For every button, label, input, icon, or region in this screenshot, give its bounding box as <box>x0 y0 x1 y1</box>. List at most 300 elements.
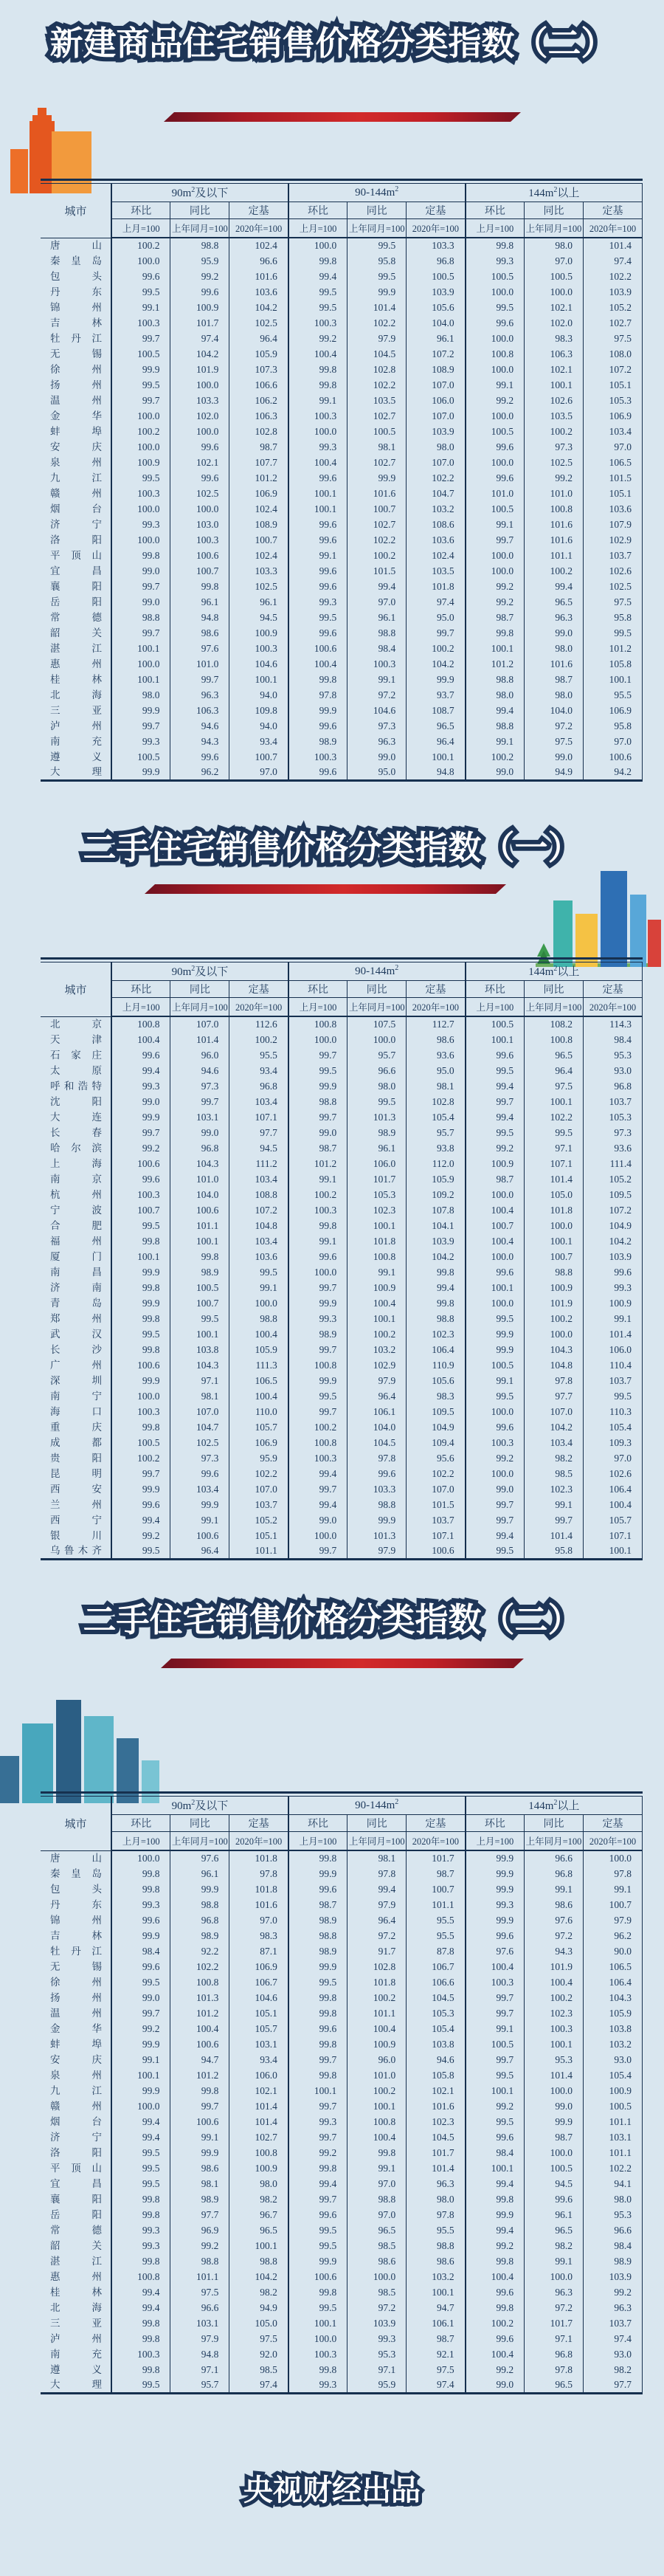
colorful-buildings-icon <box>536 862 661 967</box>
index-value-cell: 106.0 <box>584 1342 643 1357</box>
city-cell <box>41 1497 111 1512</box>
table-row <box>41 2005 643 2021</box>
index-value-cell: 103.9 <box>584 2269 643 2284</box>
city-name: 平顶山 <box>50 550 102 562</box>
index-value-cell: 100.2 <box>347 1326 407 1342</box>
index-value-cell: 94.3 <box>170 734 229 749</box>
index-value-cell: 99.2 <box>466 579 525 594</box>
city-cell <box>41 2284 111 2300</box>
index-value-cell: 102.7 <box>229 2129 288 2145</box>
index-value-cell: 99.7 <box>466 532 525 548</box>
index-value-cell: 99.0 <box>466 765 525 780</box>
index-value-cell: 105.8 <box>584 656 643 672</box>
table-row <box>41 1187 643 1202</box>
index-value-cell: 100.2 <box>288 1187 347 1202</box>
index-value-cell: 100.3 <box>111 315 170 331</box>
index-value-cell: 99.9 <box>170 1497 229 1512</box>
index-value-cell: 105.8 <box>407 2067 466 2083</box>
index-value-cell: 97.0 <box>347 2176 407 2191</box>
title2-underline <box>145 884 506 894</box>
base-header: 2020年=100 <box>229 997 288 1016</box>
index-value-cell: 100.0 <box>111 1388 170 1404</box>
index-value-cell: 102.1 <box>525 362 584 377</box>
index-value-cell: 95.9 <box>229 1450 288 1466</box>
index-value-cell: 101.1 <box>525 548 584 563</box>
index-value-cell: 99.9 <box>111 703 170 718</box>
index-value-cell: 94.5 <box>525 2176 584 2191</box>
index-value-cell: 106.9 <box>229 486 288 501</box>
index-value-cell: 102.8 <box>347 362 407 377</box>
index-value-cell: 100.1 <box>347 2098 407 2114</box>
city-name: 石家庄 <box>50 1050 102 1061</box>
city-cell <box>41 2269 111 2284</box>
metric-header: 环比 <box>288 980 347 997</box>
city-name: 大理 <box>50 2379 102 2391</box>
index-value-cell: 99.8 <box>111 2191 170 2207</box>
table-row <box>41 2346 643 2362</box>
index-value-cell: 100.2 <box>525 1311 584 1326</box>
index-value-cell: 97.9 <box>347 331 407 346</box>
table-row <box>41 1078 643 1094</box>
city-name: 赣州 <box>50 2101 102 2112</box>
index-value-cell: 99.5 <box>584 625 643 641</box>
index-value-cell: 106.9 <box>229 1435 288 1450</box>
city-name: 济宁 <box>50 2132 102 2143</box>
index-value-cell: 94.5 <box>229 610 288 625</box>
city-name: 宜昌 <box>50 2178 102 2190</box>
city-cell <box>41 455 111 470</box>
index-value-cell: 104.7 <box>407 486 466 501</box>
index-value-cell: 103.3 <box>170 393 229 408</box>
index-value-cell: 99.3 <box>288 1311 347 1326</box>
index-value-cell: 98.8 <box>407 2238 466 2253</box>
base-header: 上月=100 <box>466 997 525 1016</box>
index-value-cell: 100.0 <box>525 1218 584 1233</box>
index-value-cell: 99.5 <box>111 377 170 393</box>
metric-header: 定基 <box>584 1814 643 1831</box>
index-value-cell: 94.6 <box>407 2052 466 2067</box>
index-value-cell: 90.0 <box>584 1943 643 1959</box>
index-value-cell: 100.0 <box>111 439 170 455</box>
index-value-cell: 100.1 <box>288 486 347 501</box>
base-header: 上年同月=100 <box>347 1831 407 1850</box>
index-value-cell: 100.0 <box>466 563 525 579</box>
table-row <box>41 687 643 703</box>
index-value-cell: 102.3 <box>525 1481 584 1497</box>
index-value-cell: 104.0 <box>347 1419 407 1435</box>
city-name: 秦皇岛 <box>50 255 102 267</box>
index-value-cell: 97.5 <box>525 734 584 749</box>
index-value-cell: 99.1 <box>584 1881 643 1897</box>
index-value-cell: 96.4 <box>229 331 288 346</box>
footer-credit: 央视财经出品 <box>243 2473 421 2507</box>
table-row <box>41 1342 643 1357</box>
base-header: 上月=100 <box>466 1831 525 1850</box>
table-row <box>41 2021 643 2036</box>
city-cell <box>41 594 111 610</box>
city-name: 重庆 <box>50 1422 102 1433</box>
index-value-cell: 100.4 <box>288 656 347 672</box>
index-value-cell: 99.5 <box>111 2145 170 2160</box>
city-name: 南京 <box>50 1174 102 1185</box>
header-metric-row <box>41 980 643 997</box>
index-value-cell: 98.0 <box>584 2191 643 2207</box>
table-row <box>41 331 643 346</box>
index-value-cell: 99.9 <box>288 1866 347 1881</box>
index-value-cell: 104.0 <box>407 315 466 331</box>
city-name: 吉林 <box>50 1930 102 1942</box>
index-value-cell: 99.8 <box>288 2005 347 2021</box>
index-value-cell: 106.9 <box>229 1959 288 1974</box>
base-header: 上年同月=100 <box>525 1831 584 1850</box>
index-value-cell: 99.7 <box>170 2098 229 2114</box>
table-row <box>41 641 643 656</box>
index-value-cell: 99.2 <box>466 594 525 610</box>
city-name: 平顶山 <box>50 2163 102 2174</box>
index-value-cell: 100.0 <box>466 455 525 470</box>
index-value-cell: 99.7 <box>466 2005 525 2021</box>
index-value-cell: 97.9 <box>347 1897 407 1912</box>
index-value-cell: 107.5 <box>347 1016 407 1032</box>
index-value-cell: 101.6 <box>525 517 584 532</box>
index-value-cell: 106.6 <box>407 1974 466 1990</box>
index-value-cell: 98.6 <box>170 625 229 641</box>
index-value-cell: 96.3 <box>525 610 584 625</box>
index-value-cell: 102.2 <box>170 1959 229 1974</box>
index-value-cell: 98.8 <box>170 2253 229 2269</box>
index-value-cell: 100.0 <box>111 253 170 269</box>
table-row <box>41 1047 643 1063</box>
index-value-cell: 106.1 <box>407 2315 466 2331</box>
index-value-cell: 100.4 <box>170 2021 229 2036</box>
table-row <box>41 1233 643 1249</box>
index-value-cell: 101.1 <box>407 1897 466 1912</box>
city-name: 洛阳 <box>50 534 102 546</box>
index-value-cell: 100.4 <box>525 1974 584 1990</box>
city-cell <box>41 1063 111 1078</box>
index-value-cell: 98.7 <box>407 2331 466 2346</box>
index-value-cell: 100.9 <box>584 2083 643 2098</box>
city-name: 扬州 <box>50 379 102 391</box>
index-value-cell: 92.2 <box>170 1943 229 1959</box>
table-row <box>41 718 643 734</box>
base-header: 2020年=100 <box>229 218 288 238</box>
index-value-cell: 99.6 <box>466 315 525 331</box>
index-value-cell: 101.7 <box>407 1850 466 1866</box>
index-value-cell: 96.2 <box>170 765 229 780</box>
index-value-cell: 103.3 <box>347 1481 407 1497</box>
metric-header: 定基 <box>229 202 288 218</box>
index-value-cell: 98.1 <box>347 1850 407 1866</box>
index-value-cell: 99.5 <box>288 610 347 625</box>
index-value-cell: 100.1 <box>584 672 643 687</box>
index-value-cell: 99.6 <box>288 579 347 594</box>
city-name: 贵阳 <box>50 1453 102 1464</box>
city-cell <box>41 1404 111 1419</box>
index-value-cell: 107.0 <box>170 1016 229 1032</box>
index-value-cell: 101.8 <box>347 1233 407 1249</box>
index-value-cell: 101.6 <box>407 2098 466 2114</box>
city-cell <box>41 625 111 641</box>
base-header: 2020年=100 <box>229 1831 288 1850</box>
metric-header: 同比 <box>525 1814 584 1831</box>
index-value-cell: 99.4 <box>407 1280 466 1295</box>
index-value-cell: 99.7 <box>111 331 170 346</box>
index-value-cell: 99.8 <box>288 362 347 377</box>
city-cell <box>41 1311 111 1326</box>
index-value-cell: 99.4 <box>111 2284 170 2300</box>
index-value-cell: 107.9 <box>584 517 643 532</box>
index-value-cell: 99.9 <box>111 1928 170 1943</box>
index-value-cell: 99.9 <box>466 1342 525 1357</box>
index-value-cell: 99.2 <box>288 2145 347 2160</box>
index-value-cell: 100.9 <box>584 1295 643 1311</box>
index-value-cell: 105.9 <box>407 1171 466 1187</box>
index-value-cell: 94.6 <box>170 718 229 734</box>
city-cell <box>41 2083 111 2098</box>
index-value-cell: 97.8 <box>229 1866 288 1881</box>
city-cell <box>41 2176 111 2191</box>
index-value-cell: 96.0 <box>170 1047 229 1063</box>
table-row <box>41 2331 643 2346</box>
index-value-cell: 102.7 <box>347 408 407 424</box>
index-value-cell: 95.7 <box>407 1125 466 1140</box>
table-row <box>41 2176 643 2191</box>
city-name: 北海 <box>50 2302 102 2314</box>
index-value-cell: 99.5 <box>466 1388 525 1404</box>
index-value-cell: 107.2 <box>584 1202 643 1218</box>
index-value-cell: 94.1 <box>584 2176 643 2191</box>
index-value-cell: 102.2 <box>347 377 407 393</box>
index-value-cell: 107.1 <box>407 1528 466 1543</box>
index-value-cell: 97.6 <box>466 1943 525 1959</box>
city-name: 南充 <box>50 736 102 748</box>
city-column-header: 城市 <box>41 183 111 238</box>
index-value-cell: 100.3 <box>111 1404 170 1419</box>
index-value-cell: 97.8 <box>407 2207 466 2222</box>
index-value-cell: 99.8 <box>111 2253 170 2269</box>
table-row <box>41 315 643 331</box>
section1-title: 新建商品住宅销售价格分类指数（二） <box>49 24 615 63</box>
index-value-cell: 100.1 <box>525 2036 584 2052</box>
city-cell <box>41 1943 111 1959</box>
index-value-cell: 106.3 <box>229 408 288 424</box>
city-name: 桂林 <box>50 674 102 686</box>
header-group-row <box>41 962 643 980</box>
index-value-cell: 107.1 <box>525 1156 584 1171</box>
city-cell <box>41 2253 111 2269</box>
index-value-cell: 106.5 <box>584 455 643 470</box>
index-value-cell: 97.0 <box>347 594 407 610</box>
index-value-cell: 100.1 <box>170 1233 229 1249</box>
index-value-cell: 95.3 <box>584 2207 643 2222</box>
header-base-row <box>41 997 643 1016</box>
index-value-cell: 95.9 <box>347 2377 407 2393</box>
index-value-cell: 100.2 <box>347 2083 407 2098</box>
index-value-cell: 97.0 <box>584 439 643 455</box>
index-value-cell: 99.2 <box>466 1450 525 1466</box>
index-value-cell: 99.2 <box>466 2098 525 2114</box>
index-value-cell: 99.7 <box>288 1109 347 1125</box>
city-name: 三亚 <box>50 705 102 717</box>
city-name: 银川 <box>50 1530 102 1542</box>
index-value-cell: 100.2 <box>229 1032 288 1047</box>
index-value-cell: 100.5 <box>466 1016 525 1032</box>
table-row <box>41 408 643 424</box>
index-value-cell: 96.1 <box>407 331 466 346</box>
index-value-cell: 105.1 <box>584 377 643 393</box>
index-value-cell: 106.7 <box>407 1959 466 1974</box>
index-value-cell: 100.6 <box>170 2036 229 2052</box>
index-value-cell: 100.5 <box>111 1435 170 1450</box>
index-value-cell: 104.3 <box>525 1342 584 1357</box>
city-cell <box>41 1295 111 1311</box>
city-cell <box>41 687 111 703</box>
index-value-cell: 93.6 <box>407 1047 466 1063</box>
index-value-cell: 99.5 <box>111 1218 170 1233</box>
index-value-cell: 99.6 <box>466 1928 525 1943</box>
city-cell <box>41 610 111 625</box>
index-value-cell: 103.9 <box>584 284 643 300</box>
index-value-cell: 96.5 <box>525 1047 584 1063</box>
index-value-cell: 101.6 <box>525 656 584 672</box>
index-value-cell: 98.5 <box>229 2362 288 2377</box>
size-group-header: $144m^2$以上 <box>466 183 643 202</box>
city-cell <box>41 2129 111 2145</box>
city-cell <box>41 238 111 253</box>
size-group-header: $90m^2$及以下 <box>111 183 288 202</box>
city-name: 长春 <box>50 1127 102 1139</box>
index-value-cell: 106.0 <box>347 1156 407 1171</box>
index-value-cell: 100.1 <box>288 2083 347 2098</box>
index-value-cell: 99.5 <box>347 269 407 284</box>
index-value-cell: 99.5 <box>288 1388 347 1404</box>
index-value-cell: 100.5 <box>466 501 525 517</box>
city-cell <box>41 1233 111 1249</box>
index-value-cell: 95.0 <box>407 610 466 625</box>
index-value-cell: 99.7 <box>525 1512 584 1528</box>
index-value-cell: 102.7 <box>347 455 407 470</box>
size-group-header: $90-144m^2$ <box>288 962 466 980</box>
index-value-cell: 99.4 <box>111 2129 170 2145</box>
index-value-cell: 99.9 <box>288 703 347 718</box>
city-cell <box>41 1032 111 1047</box>
city-cell <box>41 1435 111 1450</box>
index-value-cell: 105.9 <box>584 2005 643 2021</box>
index-value-cell: 100.3 <box>288 2346 347 2362</box>
index-value-cell: 98.8 <box>170 238 229 253</box>
metric-header: 定基 <box>407 202 466 218</box>
table-row <box>41 1866 643 1881</box>
index-value-cell: 103.5 <box>525 408 584 424</box>
city-cell <box>41 2362 111 2377</box>
index-value-cell: 99.8 <box>111 1233 170 1249</box>
index-value-cell: 107.1 <box>229 1109 288 1125</box>
metric-header: 环比 <box>111 1814 170 1831</box>
city-cell <box>41 2315 111 2331</box>
city-cell <box>41 1990 111 2005</box>
header-base-row <box>41 1831 643 1850</box>
header-group-row <box>41 1796 643 1814</box>
index-value-cell: 99.4 <box>466 2222 525 2238</box>
index-value-cell: 107.7 <box>229 455 288 470</box>
index-value-cell: 99.9 <box>111 1109 170 1125</box>
index-value-cell: 95.7 <box>347 1047 407 1063</box>
index-value-cell: 100.0 <box>170 377 229 393</box>
index-value-cell: 99.6 <box>111 1171 170 1187</box>
index-value-cell: 99.9 <box>288 1078 347 1094</box>
index-value-cell: 98.8 <box>229 1311 288 1326</box>
index-value-cell: 96.1 <box>170 594 229 610</box>
city-name: 锦州 <box>50 1915 102 1926</box>
index-value-cell: 100.0 <box>525 2269 584 2284</box>
index-value-cell: 101.2 <box>170 2005 229 2021</box>
index-value-cell: 99.4 <box>111 1063 170 1078</box>
index-value-cell: 107.0 <box>525 1404 584 1419</box>
city-name: 桂林 <box>50 2287 102 2298</box>
teal-buildings-icon <box>0 1683 173 1803</box>
index-value-cell: 105.3 <box>584 1109 643 1125</box>
index-value-cell: 95.6 <box>407 1450 466 1466</box>
index-value-cell: 100.2 <box>466 2315 525 2331</box>
city-cell <box>41 1866 111 1881</box>
table-row <box>41 2300 643 2315</box>
index-value-cell: 99.3 <box>111 1897 170 1912</box>
index-value-cell: 97.8 <box>288 687 347 703</box>
index-value-cell: 96.5 <box>525 594 584 610</box>
index-value-cell: 101.2 <box>584 641 643 656</box>
index-value-cell: 100.2 <box>347 1990 407 2005</box>
index-value-cell: 96.1 <box>229 594 288 610</box>
index-value-cell: 98.7 <box>229 439 288 455</box>
city-cell <box>41 1218 111 1233</box>
index-value-cell: 94.6 <box>170 1063 229 1078</box>
index-value-cell: 100.0 <box>525 1326 584 1342</box>
index-value-cell: 99.6 <box>288 470 347 486</box>
index-value-cell: 99.6 <box>466 2284 525 2300</box>
index-value-cell: 99.7 <box>288 2098 347 2114</box>
index-value-cell: 100.5 <box>170 1280 229 1295</box>
index-value-cell: 102.5 <box>525 455 584 470</box>
header-base-row <box>41 218 643 238</box>
index-value-cell: 94.8 <box>170 610 229 625</box>
index-value-cell: 99.9 <box>288 1295 347 1311</box>
city-name: 哈尔滨 <box>50 1143 102 1154</box>
index-value-cell: 99.8 <box>466 625 525 641</box>
index-value-cell: 98.8 <box>466 718 525 734</box>
city-name: 泉州 <box>50 2070 102 2081</box>
index-value-cell: 93.7 <box>407 687 466 703</box>
index-value-cell: 99.5 <box>111 284 170 300</box>
table-row <box>41 1125 643 1140</box>
index-value-cell: 96.4 <box>525 1063 584 1078</box>
index-value-cell: 99.8 <box>288 672 347 687</box>
city-cell <box>41 765 111 780</box>
price-index-table <box>41 962 643 1560</box>
city-cell <box>41 1264 111 1280</box>
index-value-cell: 110.9 <box>407 1357 466 1373</box>
index-value-cell: 100.1 <box>584 1543 643 1559</box>
metric-header: 定基 <box>584 980 643 997</box>
index-value-cell: 97.5 <box>525 1078 584 1094</box>
index-value-cell: 95.8 <box>584 610 643 625</box>
index-value-cell: 97.7 <box>525 1388 584 1404</box>
index-value-cell: 100.8 <box>111 2269 170 2284</box>
index-value-cell: 99.0 <box>288 1125 347 1140</box>
index-value-cell: 107.0 <box>170 1404 229 1419</box>
index-value-cell: 108.7 <box>407 703 466 718</box>
index-value-cell: 99.7 <box>111 718 170 734</box>
